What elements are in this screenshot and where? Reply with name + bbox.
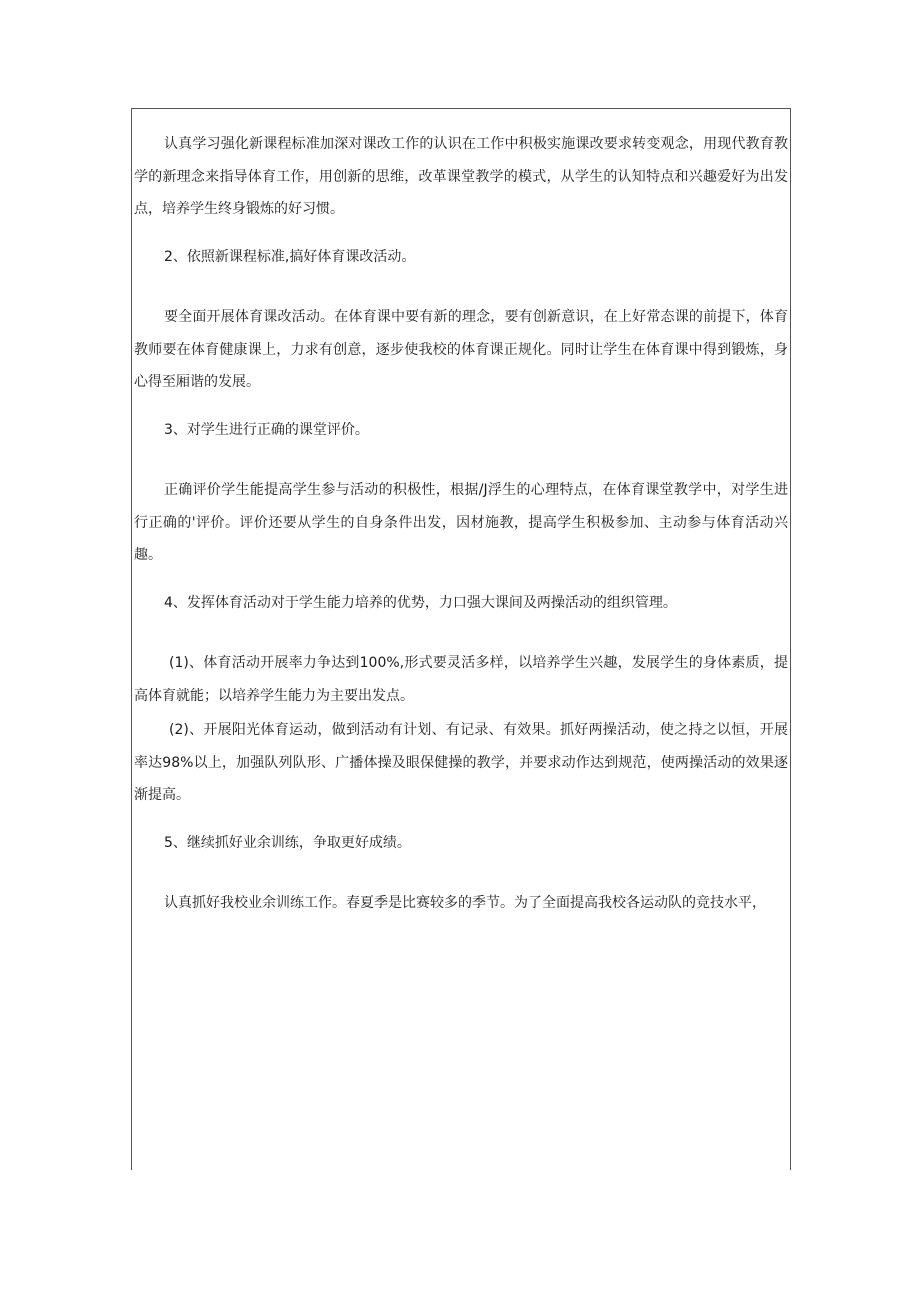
document-frame: [131, 108, 791, 1170]
heading-item-2: 2、依照新课程标准,搞好体育课改活动。: [164, 248, 416, 265]
paragraph-curriculum-study: 认真学习强化新课程标准加深对课改工作的认识在工作中积极实施课改要求转变观念，用现代教育教学的新理念来指导体育工作，用创新的思维，改革课堂教学的模式，从学生的认知特点和兴趣爱好为出发点，培养学生终身锻炼的好习惯。: [134, 136, 788, 217]
paragraph-training: 认真抓好我校业余训练工作。春夏季是比赛较多的季节。为了全面提高我校各运动队的竞技水平，: [164, 895, 766, 911]
paragraph-evaluation: 正确评价学生能提高学生参与活动的积极性，根据/J浮生的心理特点，在体育课堂教学中，对学生进行正确的'评价。评价还要从学生的自身条件出发，因材施教，提高学生积极参加、主动参与体育活动兴趣。: [134, 482, 788, 563]
paragraph-reform-activities: 要全面开展体育课改活动。在体育课中要有新的理念，要有创新意识，在上好常态课的前提下，体育教师要在体育健康课上，力求有创意，逐步使我校的体育课正规化。同时让学生在体育课中得到锻炼，身心得至厢谐的发展。: [134, 309, 788, 390]
document-body: [134, 128, 788, 920]
heading-item-5: 5、继续抓好业余训练，争取更好成绩。: [164, 834, 411, 851]
paragraph-sub-item-2: (2)、开展阳光体育运动，做到活动有计划、有记录、有效果。抓好两操活动，使之持之以恒，开展率达98%以上，加强队列队形、广播体操及眼保健操的教学，并要求动作达到规范，使两操活动的效果逐渐提高。: [134, 722, 788, 803]
heading-item-4: 4、发挥体育活动对于学生能力培养的优势，力口强大课间及两操活动的组织管理。: [164, 594, 677, 611]
paragraph-sub-item-1: (1)、体育活动开展率力争达到100%,形式要灵活多样，以培养学生兴趣，发展学生的身体素质，提高体育就能；以培养学生能力为主要出发点。: [134, 655, 788, 704]
heading-item-3: 3、对学生进行正确的课堂评价。: [164, 421, 369, 438]
